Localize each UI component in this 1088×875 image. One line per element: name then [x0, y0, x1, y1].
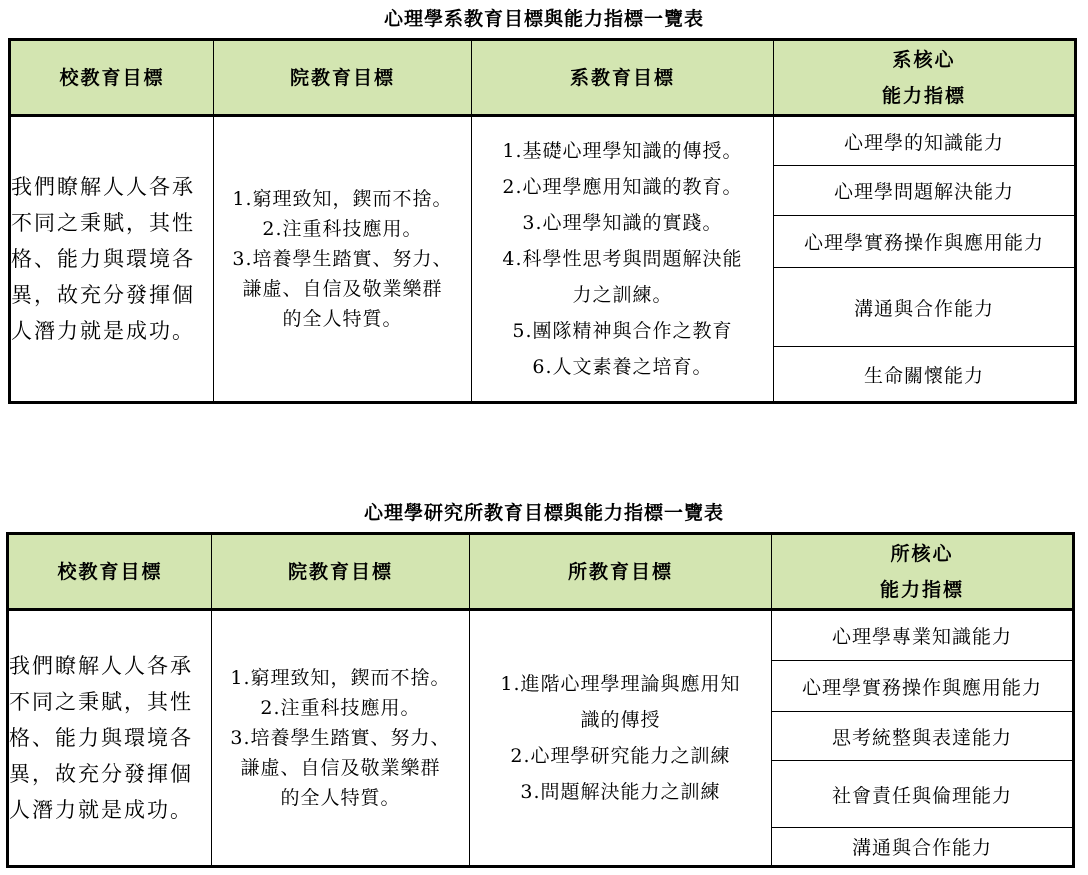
college-goal-line: 3.培養學生踏實、努力、 — [230, 727, 451, 749]
college-goal-line: 2.注重科技應用。 — [262, 218, 423, 240]
table-row — [8, 610, 1074, 661]
competency-cell: 溝通與合作能力 — [774, 268, 1076, 347]
college-goal-cell — [212, 610, 470, 867]
competency-cell: 生命關懷能力 — [774, 347, 1076, 403]
table1 — [8, 38, 1077, 404]
dept-goal-line: 6.人文素養之培育。 — [532, 356, 713, 378]
header-school-goal: 校教育目標 — [8, 534, 212, 610]
college-goal-line: 2.注重科技應用。 — [260, 697, 421, 719]
table1-title: 心理學系教育目標與能力指標一覽表 — [383, 8, 704, 30]
inst-goal-line: 2.心理學研究能力之訓練 — [510, 745, 731, 767]
dept-goal-line: 3.心理學知識的實踐。 — [522, 212, 723, 234]
dept-goal-line: 力之訓練。 — [572, 284, 673, 306]
school-goal-line: 不同之秉賦，其性 — [11, 211, 195, 235]
competency-cell: 思考統整與表達能力 — [772, 712, 1074, 761]
college-goal-line: 謙虛、自信及敬業樂群 — [240, 757, 441, 779]
school-goal-line: 人潛力就是成功。 — [9, 798, 193, 822]
college-goal-line: 的全人特質。 — [280, 787, 401, 809]
school-goal-line: 我們瞭解人人各承 — [9, 654, 193, 678]
competency-cell: 社會責任與倫理能力 — [772, 761, 1074, 828]
header-dept-competency — [774, 40, 1076, 116]
header-school-goal: 校教育目標 — [10, 40, 214, 116]
header-college-goal: 院教育目標 — [214, 40, 472, 116]
dept-goal-line: 2.心理學應用知識的教育。 — [502, 176, 743, 198]
header-dept-goal: 系教育目標 — [472, 40, 774, 116]
dept-goal-line: 1.基礎心理學知識的傳授。 — [502, 140, 743, 162]
college-goal-line: 3.培養學生踏實、努力、 — [232, 248, 453, 270]
header-competency-line1: 系核心 — [892, 48, 956, 71]
school-goal-line: 人潛力就是成功。 — [11, 319, 195, 343]
header-college-goal: 院教育目標 — [212, 534, 470, 610]
dept-goal-cell — [472, 116, 774, 403]
competency-cell: 心理學實務操作與應用能力 — [772, 661, 1074, 712]
competency-cell: 心理學問題解決能力 — [774, 166, 1076, 216]
school-goal-line: 異，故充分發揮個 — [11, 283, 195, 307]
school-goal-cell — [8, 610, 212, 867]
competency-cell: 溝通與合作能力 — [772, 828, 1074, 867]
school-goal-line: 不同之秉賦，其性 — [9, 690, 193, 714]
table2-header-row — [8, 534, 1074, 610]
college-goal-line: 謙虛、自信及敬業樂群 — [242, 278, 443, 300]
header-inst-competency — [772, 534, 1074, 610]
header-competency-line1: 所核心 — [890, 542, 954, 565]
inst-goal-line: 識的傳授 — [580, 709, 661, 731]
school-goal-cell — [10, 116, 214, 403]
school-goal-line: 格、能力與環境各 — [9, 726, 193, 750]
inst-goal-line: 1.進階心理學理論與應用知 — [500, 673, 741, 695]
school-goal-line: 格、能力與環境各 — [11, 247, 195, 271]
competency-cell: 心理學實務操作與應用能力 — [774, 216, 1076, 268]
dept-goal-line: 4.科學性思考與問題解決能 — [502, 248, 743, 270]
table-row — [10, 116, 1076, 166]
inst-goal-cell — [470, 610, 772, 867]
table1-header-row — [10, 40, 1076, 116]
table2-title: 心理學研究所教育目標與能力指標一覽表 — [363, 502, 724, 524]
header-competency-line2: 能力指標 — [879, 578, 964, 601]
header-competency-line2: 能力指標 — [881, 84, 966, 107]
college-goal-cell — [214, 116, 472, 403]
dept-goal-line: 5.團隊精神與合作之教育 — [512, 320, 733, 342]
header-inst-goal: 所教育目標 — [470, 534, 772, 610]
competency-cell: 心理學專業知識能力 — [772, 610, 1074, 661]
college-goal-line: 1.窮理致知，鍥而不捨。 — [232, 188, 453, 210]
school-goal-line: 異，故充分發揮個 — [9, 762, 193, 786]
college-goal-line: 的全人特質。 — [282, 308, 403, 330]
college-goal-line: 1.窮理致知，鍥而不捨。 — [230, 667, 451, 689]
school-goal-line: 我們瞭解人人各承 — [11, 175, 195, 199]
inst-goal-line: 3.問題解決能力之訓練 — [520, 781, 721, 803]
table2 — [6, 532, 1075, 868]
competency-cell: 心理學的知識能力 — [774, 116, 1076, 166]
